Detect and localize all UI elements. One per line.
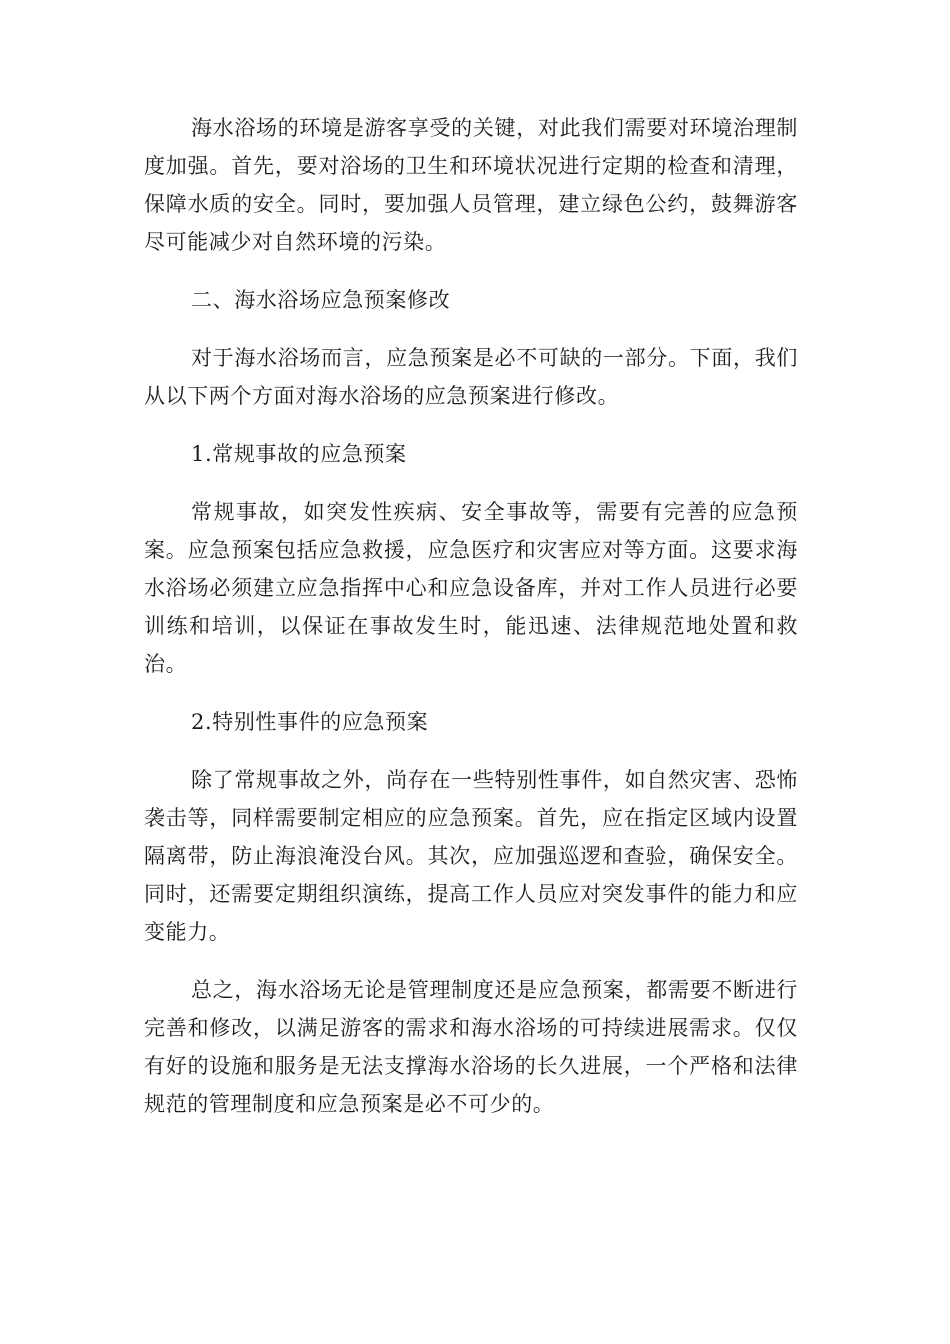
paragraph-routine-accidents: 常规事故，如突发性疾病、安全事故等，需要有完善的应急预案。应急预案包括应急救援，应急医疗和灾害应对等方面。这要求海水浴场必须建立应急指挥中心和应急设备库，并对工作人员进行必要训练和培训，以保证在事故发生时，能迅速、法律规范地处置和救治。 [144,500,798,676]
subheading-routine-accidents: 1.常规事故的应急预案 [191,442,407,466]
paragraph-environment: 海水浴场的环境是游客享受的关键，对此我们需要对环境治理制度加强。首先，要对浴场的卫生和环境状况进行定期的检查和清理，保障水质的安全。同时，要加强人员管理，建立绿色公约，鼓舞游客尽可能减少对自然环境的污染。 [144,116,798,254]
document-body [144,109,798,1143]
paragraph-conclusion: 总之，海水浴场无论是管理制度还是应急预案，都需要不断进行完善和修改，以满足游客的需求和海水浴场的可持续进展需求。仅仅有好的设施和服务是无法支撑海水浴场的长久进展，一个严格和法律规范的管理制度和应急预案是必不可少的。 [144,978,798,1116]
paragraph-emergency-intro: 对于海水浴场而言，应急预案是必不可缺的一部分。下面，我们从以下两个方面对海水浴场的应急预案进行修改。 [144,346,798,408]
section-heading-emergency-plan: 二、海水浴场应急预案修改 [191,288,451,312]
paragraph-special-events: 除了常规事故之外，尚存在一些特别性事件，如自然灾害、恐怖袭击等，同样需要制定相应的应急预案。首先，应在指定区域内设置隔离带，防止海浪淹没台风。其次，应加强巡逻和查验，确保安全。同时，还需要定期组织演练，提高工作人员应对突发事件的能力和应变能力。 [144,768,798,944]
subheading-special-events: 2.特别性事件的应急预案 [191,710,429,734]
